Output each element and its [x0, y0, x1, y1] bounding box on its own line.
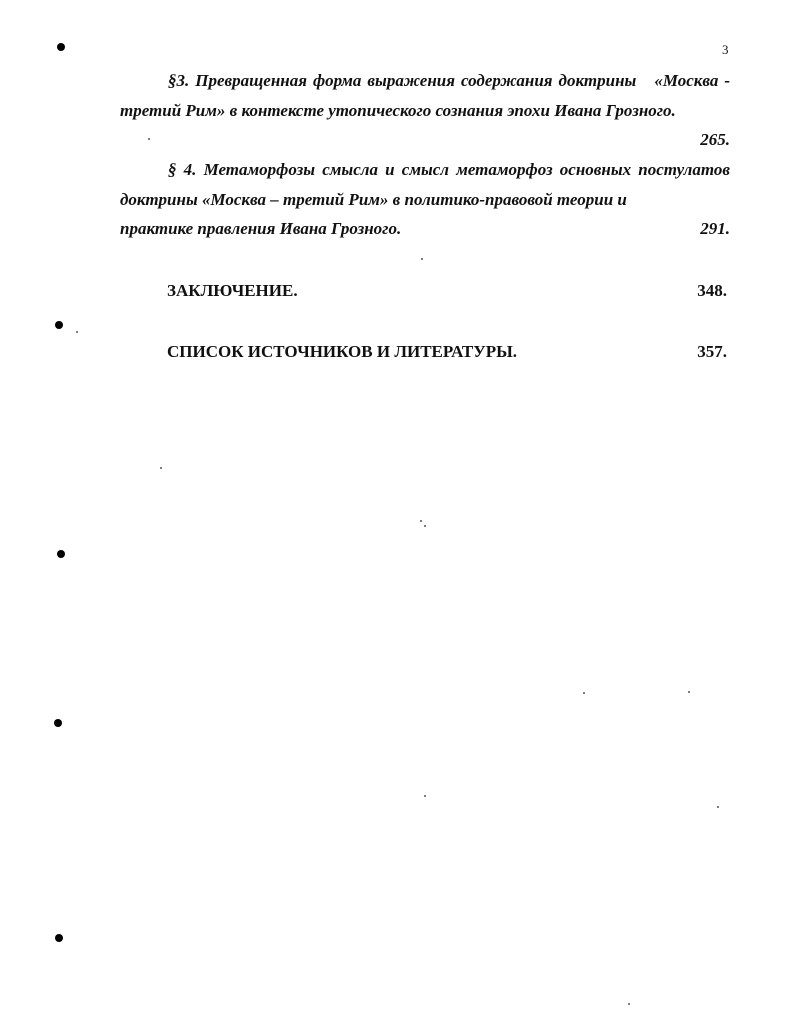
- scan-speck: [424, 525, 426, 527]
- toc-entry-label: СПИСОК ИСТОЧНИКОВ И ЛИТЕРАТУРЫ.: [167, 342, 518, 361]
- toc-entry-bibliography: [167, 342, 727, 362]
- toc-entry-section-4: [120, 155, 730, 244]
- toc-entry-text-last-line: практике правления Ивана Грозного.: [120, 219, 402, 238]
- toc-entry-text: §3. Превращенная форма выражения содержания доктрины «Москва - третий Рим» в контексте утопического сознания эпохи Ивана Грозного.: [120, 71, 730, 120]
- binding-hole-4: [54, 719, 62, 727]
- scan-speck: [717, 806, 719, 808]
- scan-speck: [424, 795, 426, 797]
- binding-hole-1: [57, 43, 65, 51]
- toc-page-ref: 357.: [697, 342, 727, 361]
- scan-speck: [628, 1003, 630, 1005]
- page-number: 3: [722, 42, 729, 57]
- scan-speck: [688, 691, 690, 693]
- toc-entry-section-3: [120, 66, 730, 155]
- binding-hole-3: [57, 550, 65, 558]
- binding-hole-2: [55, 321, 63, 329]
- toc-entry-text: § 4. Метаморфозы смысла и смысл метаморфоз основных постулатов доктрины «Москва – третий Рим» в политико-правовой теории и: [120, 160, 730, 209]
- scan-speck: [420, 520, 422, 522]
- scan-speck: [421, 258, 423, 260]
- toc-page-ref: 265.: [700, 130, 730, 149]
- toc-page-ref: 291.: [700, 219, 730, 238]
- scan-speck: [76, 331, 78, 333]
- binding-hole-5: [55, 934, 63, 942]
- scan-speck: [583, 692, 585, 694]
- toc-entry-conclusion: [167, 281, 727, 301]
- scan-speck: [160, 467, 162, 469]
- toc-page-ref: 348.: [697, 281, 727, 300]
- toc-entry-label: ЗАКЛЮЧЕНИЕ.: [167, 281, 298, 300]
